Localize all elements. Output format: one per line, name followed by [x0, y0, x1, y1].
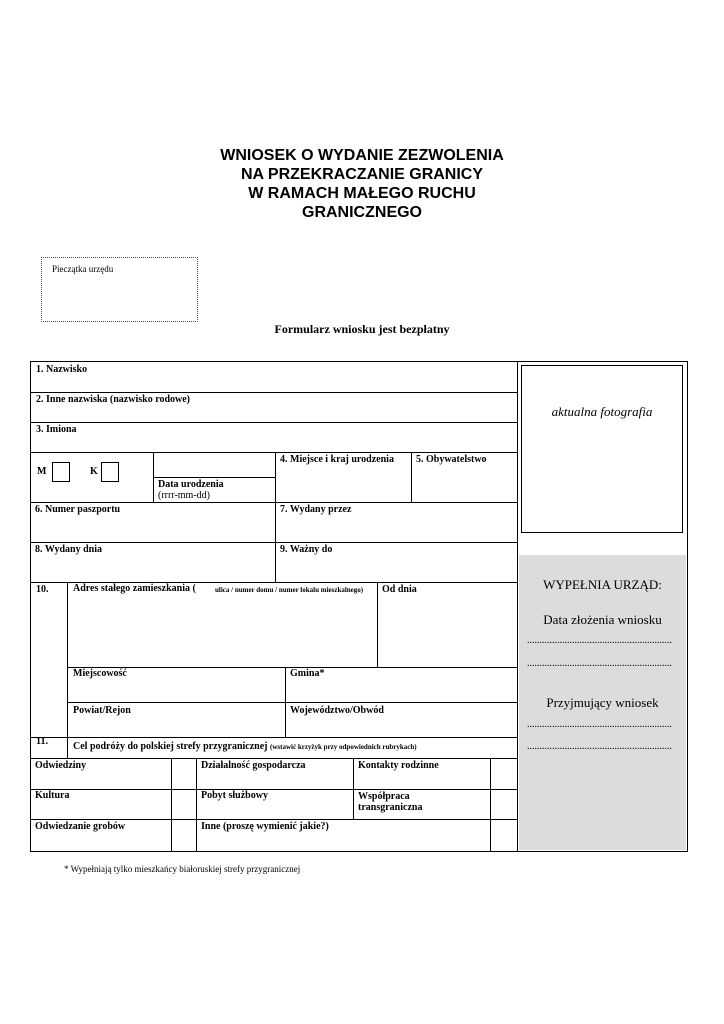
field-3-given-names: 3. Imiona [36, 424, 77, 435]
voivodeship-label: Województwo/Obwód [290, 705, 384, 716]
document-title [180, 146, 544, 222]
checkbox-family[interactable] [491, 759, 516, 788]
checkbox-official[interactable] [354, 790, 377, 818]
receiver-label: Przyjmujący wniosek [546, 695, 659, 710]
purpose-cross-border-1: Współpraca [358, 791, 410, 802]
city-label: Miejscowość [73, 668, 127, 679]
sex-m-label: M [37, 466, 47, 477]
checkbox-graves[interactable] [172, 820, 195, 850]
field-8-issue-date: 8. Wydany dnia [35, 544, 102, 555]
title-line-3: W RAMACH MAŁEGO RUCHU [248, 185, 476, 202]
field-11-purpose-label: Cel podróży do polskiej strefy przygranicznej [73, 741, 268, 752]
checkbox-business[interactable] [354, 759, 377, 788]
commune-label: Gmina* [290, 668, 325, 679]
field-11-number: 11. [36, 736, 48, 747]
checkbox-other[interactable] [491, 820, 516, 850]
field-1-surname: 1. Nazwisko [36, 364, 88, 375]
field-4-birthplace: 4. Miejsce i kraj urodzenia [280, 454, 394, 465]
field-5-citizenship: 5. Obywatelstwo [416, 454, 487, 465]
field-7-issued-by: 7. Wydany przez [280, 504, 352, 515]
purpose-graves: Odwiedzanie grobów [35, 821, 126, 832]
submission-date-line-2: .......................................................... [527, 658, 672, 669]
checkbox-culture[interactable] [172, 790, 195, 818]
title-line-4: GRANICZNEGO [302, 204, 422, 221]
purpose-visits: Odwiedziny [35, 760, 87, 771]
free-of-charge-note: Formularz wniosku jest bezpłatny [274, 322, 450, 336]
application-form [30, 361, 688, 852]
office-heading: WYPEŁNIA URZĄD: [543, 577, 662, 592]
birth-date-format: (rrrr-mm-dd) [158, 490, 210, 501]
photo-box [521, 365, 683, 533]
title-line-1: WNIOSEK O WYDANIE ZEZWOLENIA [220, 147, 504, 164]
field-10-number: 10. [36, 584, 49, 595]
field-2-other-names: 2. Inne nazwiska (nazwisko rodowe) [36, 394, 190, 405]
sex-m-checkbox[interactable] [52, 462, 70, 482]
receiver-line-1: .......................................................... [527, 719, 672, 730]
title-line-2: NA PRZEKRACZANIE GRANICY [240, 166, 484, 183]
district-label: Powiat/Rejon [73, 705, 131, 716]
field-9-valid-until: 9. Ważny do [280, 544, 333, 555]
field-10-address-label: Adres stałego zamieszkania ( [73, 583, 196, 594]
office-stamp-box [41, 257, 198, 322]
sex-k-checkbox[interactable] [101, 462, 119, 482]
purpose-official: Pobyt służbowy [201, 790, 268, 801]
sex-k-label: K [90, 466, 98, 477]
footnote: * Wypełniają tylko mieszkańcy białoruskiej strefy przygranicznej [64, 864, 301, 874]
field-11-purpose-note: (wstawić krzyżyk przy odpowiednich rubrykach) [270, 743, 417, 751]
birth-date-label: Data urodzenia [158, 479, 224, 490]
checkbox-cross-border[interactable] [491, 790, 516, 818]
submission-date-line-1: .......................................................... [527, 635, 672, 646]
field-6-passport-number: 6. Numer paszportu [35, 504, 121, 515]
stamp-label: Pieczątka urzędu [52, 264, 114, 274]
receiver-line-2: .......................................................... [527, 741, 672, 752]
submission-date-label: Data złożenia wniosku [543, 612, 662, 627]
purpose-business: Działalność gospodarcza [201, 760, 306, 771]
office-use-section [519, 555, 686, 850]
purpose-family: Kontakty rodzinne [358, 760, 439, 771]
purpose-other: Inne (proszę wymienić jakie?) [201, 821, 329, 832]
purpose-cross-border-2: transgraniczna [358, 802, 423, 813]
photo-label: aktualna fotografia [551, 404, 653, 419]
checkbox-visits[interactable] [172, 759, 195, 788]
field-11-purpose [73, 741, 417, 752]
purpose-culture: Kultura [35, 790, 70, 801]
since-date-label: Od dnia [382, 584, 417, 595]
field-10-address-note: ulica / numer domu / numer lokalu mieszkalnego) [215, 586, 364, 594]
